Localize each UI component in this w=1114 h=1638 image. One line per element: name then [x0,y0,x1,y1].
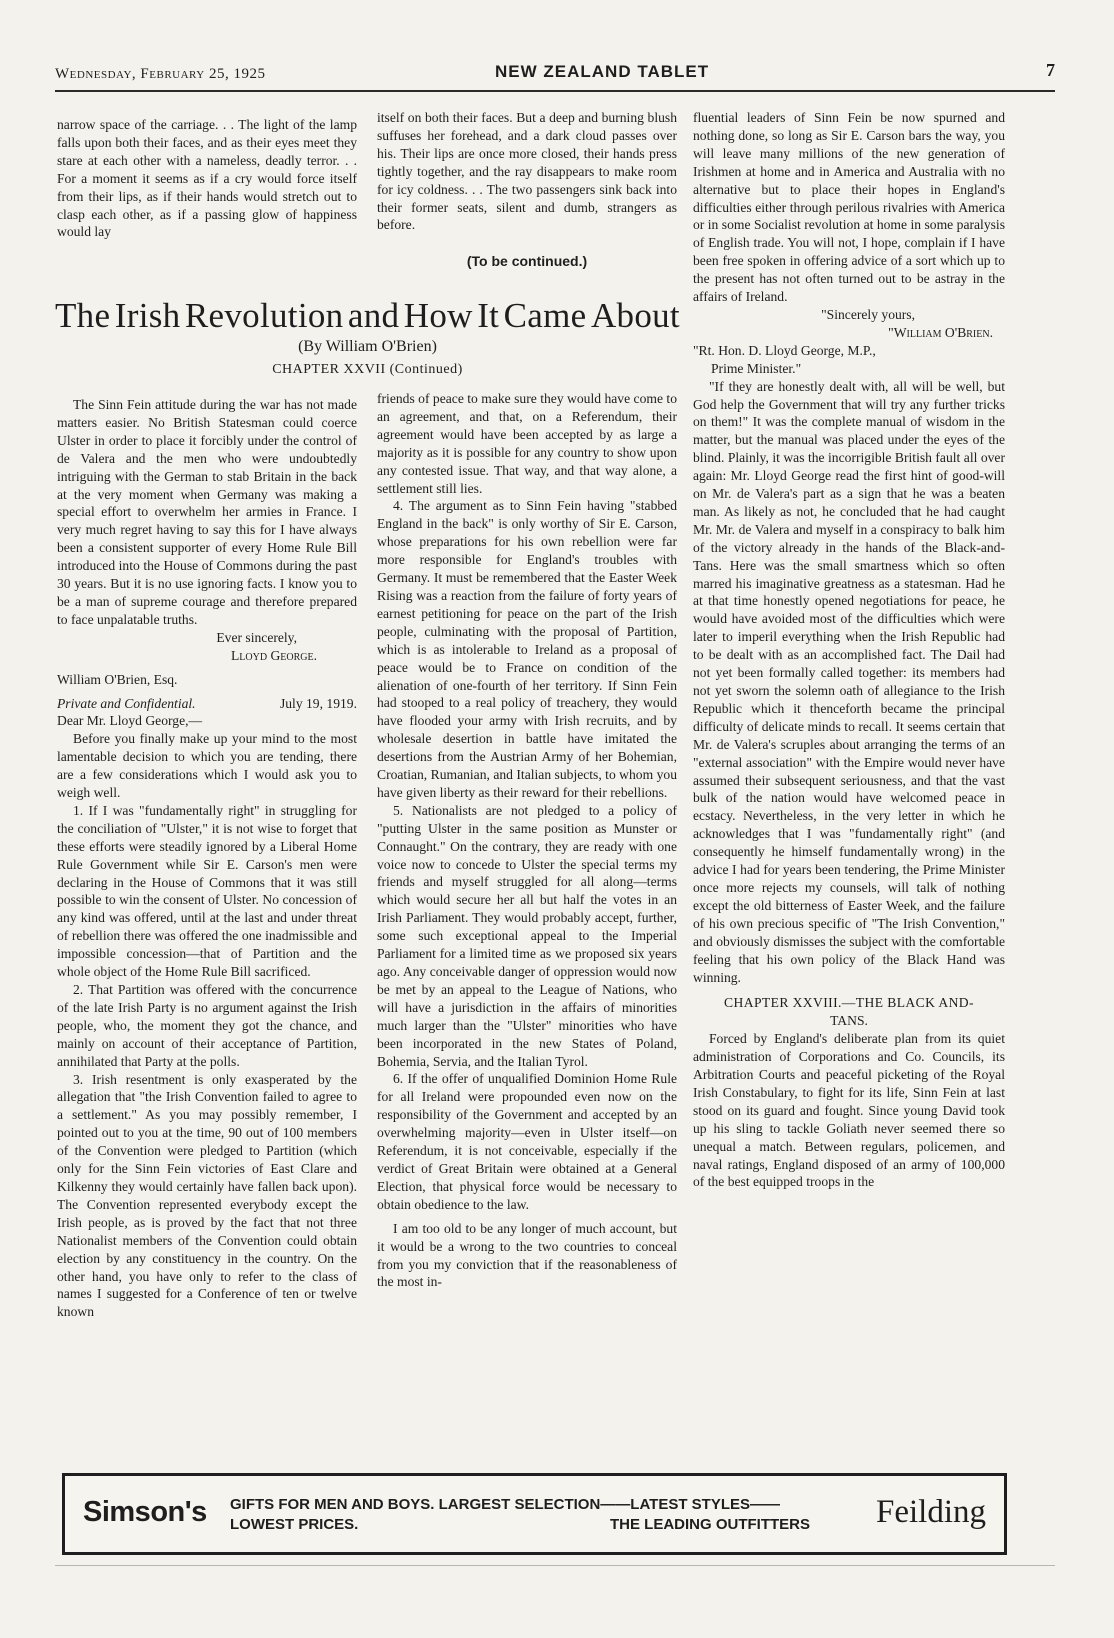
paragraph: The Sinn Fein attitude during the war has not made matters easier. No British Statesman could coerce Ulster in order to place it forcibly under the control of de Valera and the men who were undoubtedly intriguing with the German to stab Britain in the back at the very moment when Germany was making a special effort to overwhelm her armies in France. I very much regret having to say this for I have always been a consistent supporter of every Home Rule Bill introduced into the House of Commons during the past 30 years. But it is no use ignoring facts. I know you to be a man of supreme courage and therefore prepared to face unpalatable truths. [57,397,357,627]
title-word: It [477,296,500,335]
article-col2 [377,390,677,1291]
page-bottom-edge [55,1565,1055,1566]
paragraph: 3. Irish resentment is only exasperated by the allegation that "the Irish Convention failed to agree to a settlement." As you may possibly remember, I pointed out to you at the time, 90 out of 100 members of the Convention were pledged to Partition (which only for the Sinn Fein victories of East Clare and Kilkenny they would certainly have fallen back upon). The Convention represented everybody except the Irish people, as is proved by the fact that not three Nationalist members of the Convention could obtain election by any constituency in the country. On the other hand, you have only to refer to the class of names I suggested for a Conference of ten or twelve known [57,1071,357,1320]
private-label: Private and Confidential. [57,695,196,711]
salutation: Dear Mr. Lloyd George,— [57,713,203,729]
letter-closing: Ever sincerely, [216,629,297,645]
issue-date: Wednesday, February 25, 1925 [55,66,266,82]
chapter-heading: CHAPTER XXVII (Continued) [272,362,463,377]
title-word: Irish [114,296,181,335]
advert-outfitters: THE LEADING OUTFITTERS [610,1516,810,1533]
article-title [55,296,680,336]
chapter-28-heading-cont: TANS. [830,1013,868,1029]
title-word: How [403,296,473,335]
letter-date: July 19, 1919. [279,695,357,711]
paragraph: 2. That Partition was offered with the concurrence of the late Irish Party is no argument against the Irish people, who, the moment they got the chance, and mainly on account of their acceptance of Partition, annihilated that Party at the polls. [57,982,357,1069]
paragraph: "If they are honestly dealt with, all will be well, but God help the Government that will try any further tricks on them!" It was the complete manual of wisdom in the matter, but the manual was placed under the eyes of the blind. Plainly, it was the incorrigible British fault all over again: Mr. Lloyd George read the first hint of good-will on Mr. de Valera's part as a sign that he was a beaten man. As likely as not, he concluded that he had caught Mr. Mr. de Valera and myself in a conspiracy to balk him of the victory already in the hands of the Black-and-Tans. Here was the small smartness which so often marred his imaginative greatness as a statesman. Had he at that time honestly opened negotiations for peace, he would have avoided most of the difficulties which were later to imperil everything when the Irish Republic had to be dealt with as an accomplished fact. The Dail had not yet been formally called together: its members had not yet sworn the solemn oath of allegiance to the Irish Republic which it thenceforth became the principal difficulty of delicate minds to recall. It seems certain that Mr. de Valera's scruples about arranging the terms of an "external association" with the Empire would never have assumed their subsequent seriousness, and that the vast bulk of the nation would have welcomed peace in ecstacy. Nevertheless, in the very letter in which he acknowledges that I was "fundamentally right" (and consequently he himself fundamentally wrong) in the advice I had for years been tendering, the Prime Minister once more rejects my counsels, will talk of nothing except the old bitterness of Easter Week, and the failure of his own precious specific of "The Irish Convention," and obviously dismisses the subject with the comfortable feeling that his own policy of the Black Hand was winning. [693,378,1005,985]
newspaper-name: NEW ZEALAND TABLET [495,62,710,81]
advert-brand: Simson's [83,1496,207,1528]
story-end-text-1: narrow space of the carriage. . . The light of the lamp falls upon both their faces, and as their eyes meet they stare at each other with a nameless, deadly terror. . . For a moment it seems as if a cry would force itself from their lips, as if their hands would stretch out to clasp each other, as if a passing glow of happiness would lay [57,117,357,240]
paragraph: Before you finally make up your mind to the most lamentable decision to which you are tending, there are a few considerations which I would ask you to weigh well. [57,731,357,801]
letter-address-2: Prime Minister." [711,360,802,376]
advert-town: Feilding [875,1494,986,1530]
letter-signature: Lloyd George. [230,647,317,663]
title-word: Came [503,296,587,335]
paragraph: 6. If the offer of unqualified Dominion Home Rule for all Ireland were propounded even now on the responsibility of the Government and accepted by an overwhelming majority—even in Ulster itself—on Referendum, it is not conceivable, especially if the verdict of Great Britain were obtained at a General Election, that physical force would be necessary to obtain obedience to the law. [377,1071,677,1212]
story-end-text-2: itself on both their faces. But a deep and burning blush suffuses her forehead, and a dark cloud passes over his. Their lips are once more closed, their hands press tightly together, and the ray disappears to make room for icy coldness. . . The two passengers sink back into their former seats, silent and dumb, strangers as before. [377,110,677,233]
title-word: About [590,296,680,335]
chapter-28-heading: CHAPTER XXVIII.—THE BLACK AND- [724,995,974,1011]
advert-prices: LOWEST PRICES. [230,1516,359,1533]
letter-address-1: "Rt. Hon. D. Lloyd George, M.P., [693,342,876,358]
article-byline: (By William O'Brien) [298,338,437,355]
title-word: Revolution [184,296,344,335]
story-end-col1 [57,116,357,241]
header-rule [55,90,1055,92]
letter-addressee: William O'Brien, Esq. [57,671,178,687]
page-header [55,60,1055,90]
to-be-continued: (To be continued.) [466,253,588,269]
title-word: The [55,296,111,335]
page-number: 7 [1046,60,1055,80]
paragraph: 4. The argument as to Sinn Fein having "stabbed England in the back" is only worthy of Sir E. Carson, whose preparations for his own rebellion were far more responsible for England's troubles with Germany. It must be remembered that the Easter Week Rising was a reaction from the failure of forty years of earnest petitioning for peace on the part of the Irish people, culminating with the proposal of Partition, which is as intolerable to Ireland as a proposal of peace would be to France on condition of the alienation of one-fourth of her territory. If Sinn Fein had stooped to a real policy of treachery, they would have flooded your army with Irish recruits, and by wholesale desertion in battle have imitated the desertions from the Austrian Army of her Bohemian, Croatian, Rumanian, and Italian subjects, to whom you have given liberty as their reward for their rebellions. [377,498,677,800]
paragraph: Forced by England's deliberate plan from its quiet administration of Corporations and Co. Councils, its Arbitration Courts and peaceful picketing of the Royal Irish Constabulary, to fight for its life, Sinn Fein at last stood on its guard and fought. Since young David took up his sling to tackle Goliath never seemed there so unequal a match. Between regulars, policemen, and naval ratings, England disposed of an army of 100,000 of the best equipped troops in the [693,1031,1005,1190]
advertisement [62,1473,1007,1555]
paragraph: 1. If I was "fundamentally right" in struggling for the conciliation of "Ulster," it is not wise to forget that these efforts were steadily ignored by a Liberal Home Rule Government while Sir E. Carson's men were declaring in the House of Commons that it was still possible to win the consent of Ulster. No concession of any kind was offered, until at the last and under threat of rebellion there was offered the one inadmissible and impossible concession—that of Partition and the whole object of the Home Rule Bill sacrificed. [57,802,357,980]
article-col1 [57,396,357,1321]
paragraph: friends of peace to make sure they would have come to an agreement, and that, on a Referendum, their agreement would have been accepted by as large a majority as it is possible for any country to show upon any contested issue. That way, and that way alone, a settlement still lies. [377,391,677,496]
paragraph: fluential leaders of Sinn Fein be now spurned and nothing done, so long as Sir E. Carson bars the way, you will leave many millions of the new generation of Irishmen at home and in America and Australia with no alternative but to place their hopes in England's difficulties either through perilous rivalries with America or in some Socialist revolution at home in some paralysis of English trade. You will not, I hope, complain if I have been free spoken in offering advice of a sort which up to the present has not often turned out to be astray in the affairs of Ireland. [693,110,1005,305]
title-word: and [347,296,400,335]
letter-closing: "Sincerely yours, [821,306,915,322]
letter-signature: "William O'Brien. [888,324,993,340]
advert-line-1: GIFTS FOR MEN AND BOYS. LARGEST SELECTION——LATEST STYLES—— [230,1496,781,1513]
letter-header [57,695,357,713]
story-end-col2 [377,109,677,234]
article-col3 [693,109,1005,1191]
paragraph: 5. Nationalists are not pledged to a policy of "putting Ulster in the same position as Munster or Connaught." On the contrary, they are ready with one voice now to concede to Ulster the special terms my friends and myself struggled for all along—terms which would secure her all but half the votes in an Irish Parliament. They would probably accept, further, some such exceptional appeal to the Imperial Parliament for a limited time as we proposed six years ago. Any conceivable danger of oppression would now be met by an appeal to the League of Nations, who will have a jurisdiction in the affairs of minorities much larger than the "Ulster" minorities who have been incorporated in the new States of Poland, Bohemia, Servia, and the Italian Tyrol. [377,802,677,1069]
paragraph: I am too old to be any longer of much account, but it would be a wrong to the two countries to conceal from you my conviction that if the reasonableness of the most in- [377,1220,677,1290]
advert-line-2 [230,1516,830,1533]
